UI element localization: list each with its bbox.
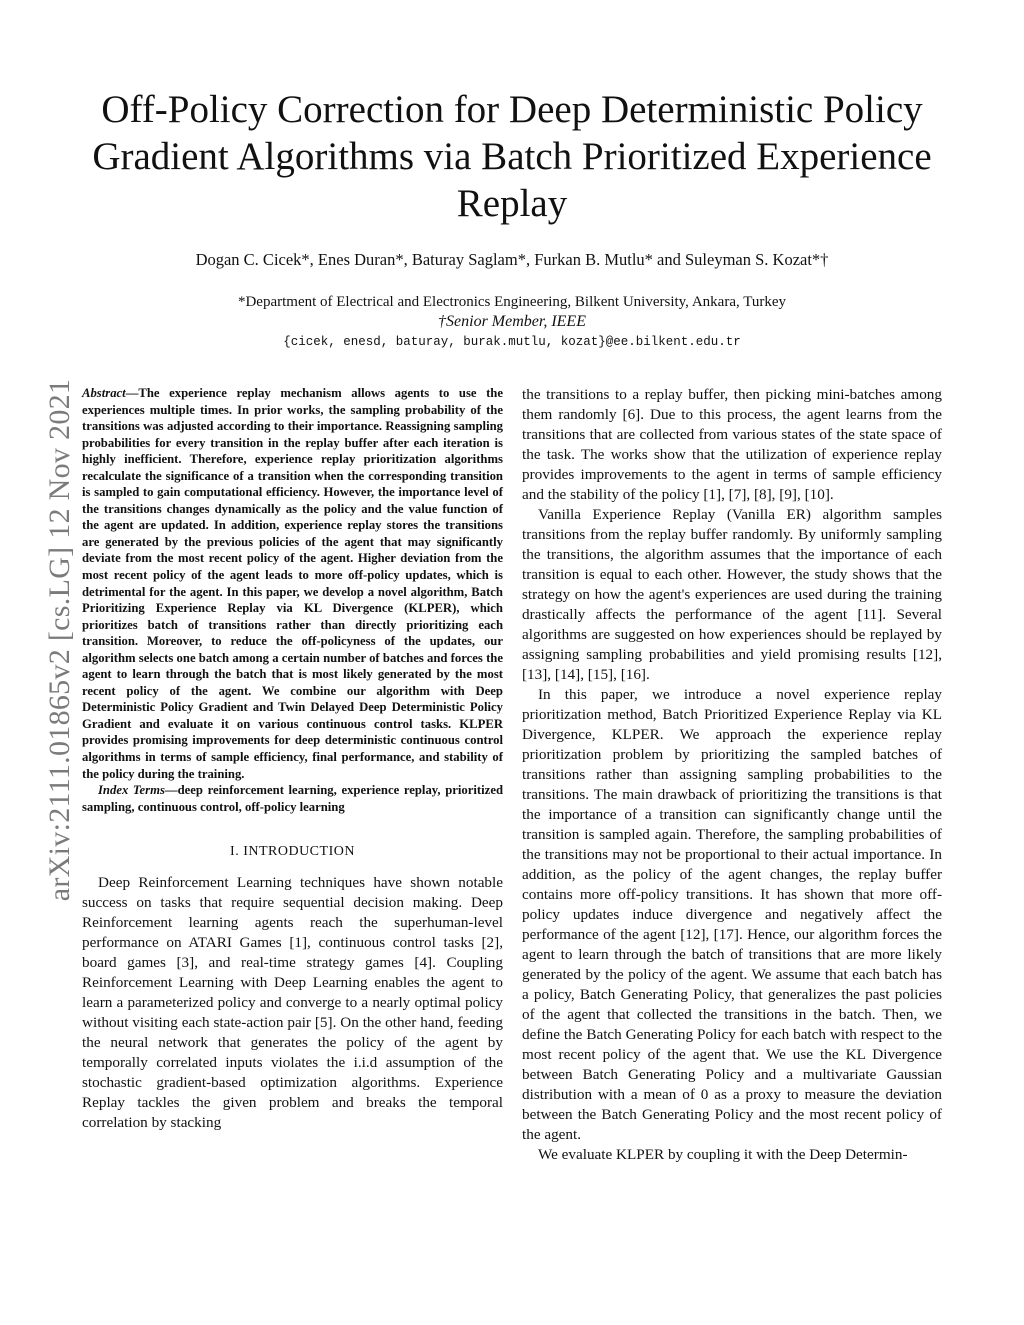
intro-paragraph-1: Deep Reinforcement Learning techniques have shown notable success on tasks that require sequential decision making. Deep Reinforcement learning agents reach the superhuman-level performance on ATARI Games [1], continuous control tasks [2], board games [3], and real-time strategy games [4]. Coupling Reinforcement Learning with Deep Learning enables the agent to learn a parameterized policy and converge to a nearly optimal policy without visiting each state-action pair [5]. On the other hand, feeding the neural network that generates the policy of the agent by temporally correlated inputs violates the i.i.d assumption of the stochastic gradient-based optimization algorithms. Experience Replay tackles the given problem and breaks the temporal correlation by stacking <box>82 874 503 1132</box>
affiliation-department: *Department of Electrical and Electronics Engineering, Bilkent University, Ankara, Turkey <box>237 294 787 310</box>
abstract-paragraph <box>82 385 503 782</box>
affiliation-membership: †Senior Member, IEEE <box>438 313 586 330</box>
abstract-text: —The experience replay mechanism allows agents to use the experiences multiple times. In prior works, the sampling probability of the transitions was adjusted according to their importance. Reassigning sampling probabilities for every transition in the replay buffer after each iteration is highly inefficient. Therefore, experience replay prioritization algorithms recalculate the significance of a transition when the corresponding transition is sampled to gain computational efficiency. However, the importance level of the transitions changes dynamically as the policy and the value function of the agent are updated. In addition, experience replay stores the transitions are generated by the previous policies of the agent that may significantly deviate from the most recent policy of the agent. Higher deviation from the most recent policy of the agent leads to more off-policy updates, which is detrimental for the agent. In this paper, we develop a novel algorithm, Batch Prioritizing Experience Replay via KL Divergence (KLPER), which prioritizes batch of transitions rather than directly prioritizing each transition. Moreover, to reduce the off-policyness of the updates, our algorithm selects one batch among a certain number of batches and forces the agent to learn through the batch that is most likely generated by the most recent policy of the agent. We combine our algorithm with Deep Deterministic Policy Gradient and Twin Delayed Deep Deterministic Policy Gradient and evaluate it on various continuous control tasks. KLPER provides promising improvements for deep deterministic continuous control algorithms in terms of sample efficiency, final performance, and stability of the policy during the training. <box>82 386 503 781</box>
paper-title: Off-Policy Correction for Deep Deterministic Policy Gradient Algorithms via Batch Prioritized Experience Replay <box>92 88 932 225</box>
section-heading-introduction: I. INTRODUCTION <box>230 844 355 860</box>
arxiv-identifier: arXiv:2111.01865v2 [cs.LG] 12 Nov 2021 <box>43 378 76 902</box>
index-terms-text: —deep reinforcement learning, experience replay, prioritized sampling, continuous control, off-policy learning <box>82 783 504 814</box>
intro-paragraph-klper: In this paper, we introduce a novel experience replay prioritization method, Batch Prioritized Experience Replay via KL Divergence, KLPER. We approach the experience replay prioritization problem by prioritizing the sampled batches of transitions rather than assigning sampling probabilities to the transitions. The main drawback of prioritizing the transitions is that the importance of a transition can significantly change until the transition is sampled again. Therefore, the sampling probabilities of the transitions may not be proportional to their actual importance. In addition, as the policy of the agent changes, the replay buffer contains more off-policy transitions. It has shown that more off-policy updates induce divergence and negatively affect the performance of the agent [12], [17]. Hence, our algorithm forces the agent to learn through the batch of transitions that are more likely generated by the policy of the agent. We assume that each batch has a policy, Batch Generating Policy, that generalizes the past policies of the agent that collected the transitions in the batch. Then, we define the Batch Generating Policy for each batch with respect to the most recent policy of the agent that. We use the KL Divergence between Batch Generating Policy and a multivariate Gaussian distribution with a mean of 0 as a proxy to measure the deviation between the Batch Generating Policy and the most recent policy of the agent. <box>522 686 942 1143</box>
right-column <box>522 385 942 1165</box>
affiliation-emails: {cicek, enesd, baturay, burak.mutlu, kozat}@ee.bilkent.edu.tr <box>283 335 741 349</box>
intro-paragraph-vanilla-er: Vanilla Experience Replay (Vanilla ER) algorithm samples transitions from the replay buffer randomly. By uniformly sampling the transitions, the algorithm assumes that the importance of each transition is equal to each other. However, the study shows that the strategy on how the agent's experiences are used during the training drastically affects the performance of the agent [11]. Several algorithms are suggested on how experiences should be replayed by assigning sampling probabilities and yield promising results [12], [13], [14], [15], [16]. <box>522 506 942 683</box>
intro-paragraph-continued: the transitions to a replay buffer, then picking mini-batches among them randomly [6]. Due to this process, the agent learns from the transitions that are collected from various states of the state space of the task. The works show that the utilization of experience replay provides improvements to the agent in terms of sample efficiency and the stability of the policy [1], [7], [8], [9], [10]. <box>522 386 942 503</box>
affiliation-block <box>60 292 964 352</box>
left-column <box>82 385 503 1133</box>
index-terms-paragraph <box>82 782 503 815</box>
author-list: Dogan C. Cicek*, Enes Duran*, Baturay Saglam*, Furkan B. Mutlu* and Suleyman S. Kozat*† <box>195 250 829 269</box>
index-terms-label: Index Terms <box>98 783 165 798</box>
abstract-label: Abstract <box>82 386 126 400</box>
intro-paragraph-evaluation: We evaluate KLPER by coupling it with the Deep Determin- <box>538 1146 908 1163</box>
